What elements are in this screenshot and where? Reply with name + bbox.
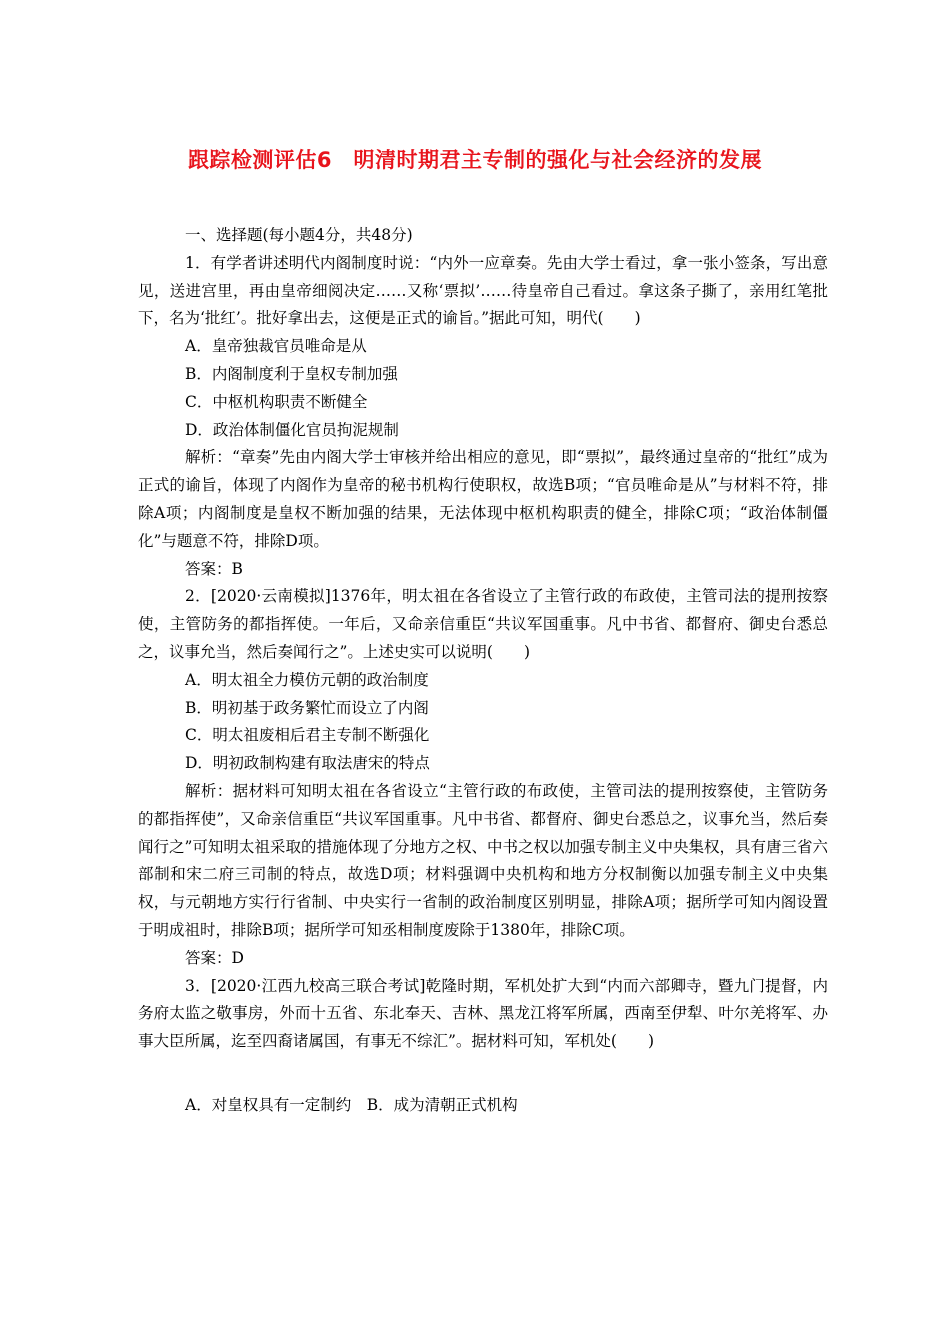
question-1-analysis: 解析：“章奏”先由内阁大学士审核并给出相应的意见，即“票拟”，最终通过皇帝的“批红”成为正式的谕旨，体现了内阁作为皇帝的秘书机构行使职权，故选B项；“官员唯命是从”与材料不符，排除A项；内阁制度是皇权不断加强的结果，无法体现中枢机构职责的健全，排除C项；“政治体制僵化”与题意不符，排除D项。 xyxy=(138,448,828,550)
question-3-stem: 3．[2020·江西九校高三联合考试]乾隆时期，军机处扩大到“内而六部卿寺，暨九门提督，内务府太监之敬事房，外而十五省、东北奉天、吉林、黑龙江将军所属，西南至伊犁、叶尔羌将军、办事大臣所属，迄至四裔诸属国，有事无不综汇”。据材料可知，军机处( ) xyxy=(138,976,828,1051)
question-2-option-b: B．明初基于政务繁忙而设立了内阁 xyxy=(185,698,429,717)
question-1-option-a: A．皇帝独裁官员唯命是从 xyxy=(185,337,367,356)
section-heading: 一、选择题(每小题4分，共48分) xyxy=(185,226,413,244)
question-1-answer: 答案：B xyxy=(185,559,243,578)
question-1-option-b: B．内阁制度利于皇权专制加强 xyxy=(185,364,398,383)
question-3-options-ab: A．对皇权具有一定制约 B．成为清朝正式机构 xyxy=(185,1095,518,1114)
question-2-analysis: 解析：据材料可知明太祖在各省设立“主管行政的布政使，主管司法的提刑按察使，主管防务的都指挥使”，又命亲信重臣“共议军国重事。凡中书省、都督府、御史台悉总之，议事允当，然后奏闻行之”可知明太祖采取的措施体现了分地方之权、中书之权以加强专制主义中央集权，具有唐三省六部制和宋二府三司制的特点，故选D项；材料强调中央机构和地方分权制衡以加强专制主义中央集权，与元朝地方实行行省制、中央实行一省制的政治制度区别明显，排除A项；据所学可知内阁设置于明成祖时，排除B项；据所学可知丞相制度废除于1380年，排除C项。 xyxy=(138,781,828,939)
question-1-stem: 1．有学者讲述明代内阁制度时说：“内外一应章奏。先由大学士看过，拿一张小签条，写出意见，送进宫里，再由皇帝细阅决定……又称‘票拟’……待皇帝自己看过。拿这条子撕了，亲用红笔批下，名为‘批红’。批好拿出去，这便是正式的谕旨。”据此可知，明代( ) xyxy=(138,253,828,328)
question-2-option-a: A．明太祖全力模仿元朝的政治制度 xyxy=(185,670,429,689)
question-1-option-d: D．政治体制僵化官员拘泥规制 xyxy=(185,420,399,439)
question-2-stem: 2．[2020·云南模拟]1376年，明太祖在各省设立了主管行政的布政使，主管司法的提刑按察使，主管防务的都指挥使。一年后，又命亲信重臣“共议军国重事。凡中书省、都督府、御史台悉总之，议事允当，然后奏闻行之”。上述史实可以说明( ) xyxy=(138,587,828,661)
document-body xyxy=(138,222,828,1120)
question-2-option-d: D．明初政制构建有取法唐宋的特点 xyxy=(185,754,430,773)
spacer xyxy=(138,1056,828,1092)
question-2-answer: 答案：D xyxy=(185,948,244,967)
page-title: 跟踪检测评估6 明清时期君主专制的强化与社会经济的发展 xyxy=(187,148,763,172)
question-2-option-c: C．明太祖废相后君主专制不断强化 xyxy=(185,726,430,745)
question-1-option-c: C．中枢机构职责不断健全 xyxy=(185,392,368,411)
